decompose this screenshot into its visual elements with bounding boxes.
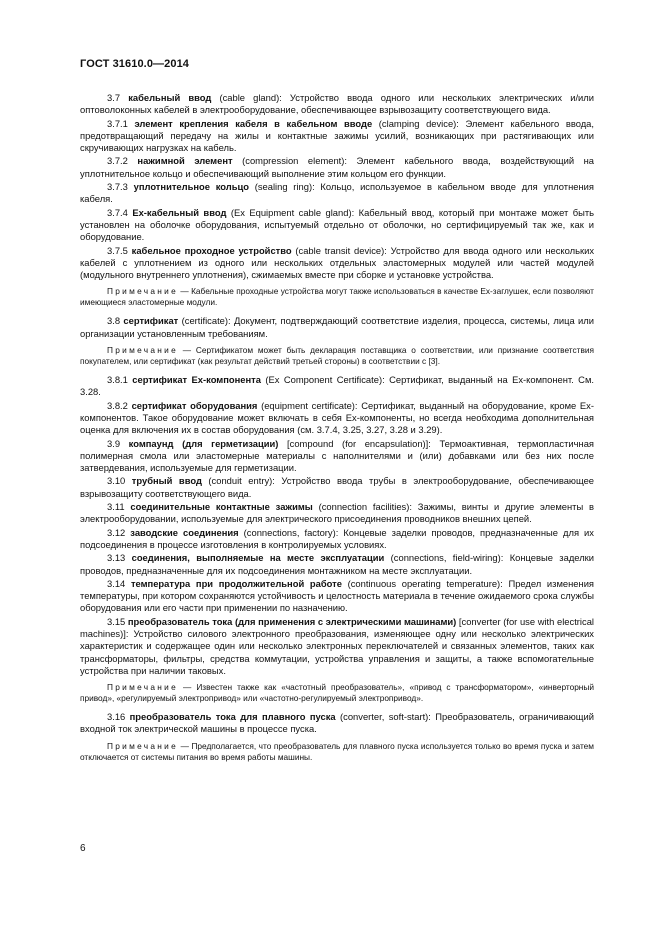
note-label: Примечание <box>107 345 179 356</box>
definition-paragraph <box>80 245 594 282</box>
definition-text: (continuous operating temperature): Предел изменения температуры, при котором сохраняются устойчивость и целостность материала в течение ожидаемого срока службы оборудования или его части при применении по назначению. <box>80 577 595 614</box>
note-text: — Известен также как «частотный преобразователь», «привод с трансформатором», «инверторный привод», «регулируемый электропривод» или «частотно-регулируемый электропривод». <box>80 682 594 704</box>
definition-text: (certificate): Документ, подтверждающий соответствие изделия, процесса, системы, лица или организации установленным требованиям. <box>80 315 595 339</box>
note-label: Примечание <box>107 682 179 693</box>
term: элемент крепления кабеля в кабельном вводе <box>134 117 373 129</box>
term: преобразователь тока для плавного пуска <box>129 711 336 723</box>
definition-text: (conduit entry): Устройство ввода трубы в электрооборудование, обеспечивающее взрывозащиту соответствующего вида. <box>80 475 595 499</box>
note-paragraph <box>80 682 594 704</box>
definition-paragraph <box>80 315 594 340</box>
term: заводские соединения <box>130 526 239 538</box>
note-text: — Предполагается, что преобразователь для плавного пуска используется только во время пуска и затем отключается от системы питания во время работы машины. <box>80 740 594 762</box>
definition-text: (clamping device): Элемент кабельного ввода, предотвращающий передачу на жилы и контактные зажимы усилий, возникающих при растягивающих или скручивающих нагрузках на кабель. <box>80 117 594 154</box>
clause-number: 3.9 <box>107 437 121 449</box>
note-paragraph <box>80 741 594 763</box>
definition-paragraph <box>80 501 594 526</box>
definition-text: (Ex Component Certificate): Сертификат, выданный на Ex-компонент. См. 3.28. <box>80 374 594 398</box>
term: сертификат оборудования <box>131 399 258 411</box>
definition-text: (sealing ring): Кольцо, используемое в кабельном вводе для уплотнения кабеля. <box>80 181 594 205</box>
definition-paragraph <box>80 527 594 552</box>
page-content <box>80 92 594 770</box>
term: соединительные контактные зажимы <box>130 501 313 513</box>
definition-paragraph <box>80 438 594 475</box>
clause-number: 3.7.4 <box>107 206 128 218</box>
page-number: 6 <box>80 843 86 854</box>
note-text: — Сертификатом может быть декларация поставщика о соответствии, или признание соответствия покупателем, или сертификат (как результат действий третьей стороны) в соответствии с [3]. <box>80 345 594 367</box>
definition-paragraph <box>80 400 594 437</box>
definition-text: [compound (for encapsulation)]: Термоактивная, термопластичная полимерная смола или эластомерные материалы с наполнителями и (или) добавками или без них после затвердевания, используемые для герметизации. <box>80 437 594 474</box>
definition-text: (connections, factory): Концевые заделки проводов, предназначенные для их подсоединения в процессе изготовления в контролируемых условиях. <box>80 526 594 550</box>
clause-number: 3.16 <box>107 711 126 723</box>
definition-paragraph <box>80 118 594 155</box>
note-paragraph <box>80 286 594 308</box>
term: соединения, выполняемые на месте эксплуатации <box>131 552 385 564</box>
note-label: Примечание <box>107 740 179 751</box>
clause-number: 3.11 <box>107 501 125 513</box>
term: уплотнительное кольцо <box>133 181 249 193</box>
definition-paragraph <box>80 711 594 736</box>
clause-number: 3.14 <box>107 577 126 589</box>
term: нажимной элемент <box>137 155 233 167</box>
definition-paragraph <box>80 181 594 206</box>
clause-number: 3.7.3 <box>107 181 128 193</box>
clause-number: 3.10 <box>107 475 126 487</box>
definition-text: (connections, field-wiring): Концевые заделки проводов, предназначенные для их подсоединения монтажником на месте эксплуатации. <box>80 552 595 576</box>
term: сертификат <box>123 315 179 327</box>
definition-paragraph <box>80 374 594 399</box>
definition-paragraph <box>80 155 594 180</box>
definition-text: [converter (for use with electrical machines)]: Устройство силового электронного преобразования, изменяющее одну или несколько электрических характеристик и содержащее один или несколько электронных переключателей и связанных элементов, таких как трансформаторы, фильтры, средства коммутации, устройства управления и защиты, а также вспомогательные устройства при наличии таковых. <box>80 615 594 676</box>
definition-text: (cable gland): Устройство ввода одного или нескольких электрических и/или оптоволоконных кабелей в электрооборудование, обеспечивающее взрывозащиту соответствующего вида. <box>80 92 595 116</box>
clause-number: 3.7.1 <box>107 117 128 129</box>
term: сертификат Ex-компонента <box>132 374 261 386</box>
clause-number: 3.7.5 <box>107 244 128 256</box>
page-header-standard-id: ГОСТ 31610.0—2014 <box>80 58 190 70</box>
definition-text: (equipment certificate): Сертификат, выданный на оборудование, кроме Ex-компонентов. Такое оборудование может включать в себя Ex-компоненты, но всегда необходима дополнительная оценка для включения их в состав оборудования (см. 3.7.4, 3.25, 3.27, 3.28 и 3.29). <box>80 399 594 436</box>
term: преобразователь тока (для применения с электрическими машинами) <box>127 615 457 627</box>
clause-number: 3.8.2 <box>107 399 128 411</box>
clause-number: 3.8 <box>107 315 121 327</box>
term: кабельное проходное устройство <box>131 244 292 256</box>
definition-text: (compression element): Элемент кабельного ввода, воздействующий на уплотнительное кольцо и обеспечивающий выполнение этим кольцом его функции. <box>80 155 595 179</box>
note-label: Примечание <box>107 286 179 297</box>
definition-paragraph <box>80 578 594 615</box>
term: компаунд (для герметизации) <box>128 437 279 449</box>
term: трубный ввод <box>131 475 202 487</box>
clause-number: 3.7 <box>107 92 121 103</box>
definition-paragraph <box>80 475 594 500</box>
definition-paragraph <box>80 92 594 117</box>
definition-text: (converter, soft-start): Преобразователь, ограничивающий входной ток электрической машины в процессе пуска. <box>80 711 594 735</box>
clause-number: 3.13 <box>107 552 126 564</box>
definition-paragraph <box>80 616 594 677</box>
term: кабельный ввод <box>128 92 212 103</box>
definition-paragraph <box>80 552 594 577</box>
note-text: — Кабельные проходные устройства могут также использоваться в качестве Ex-заглушек, если позволяют имеющиеся эластомерные модули. <box>80 286 594 308</box>
definition-text: (Ex Equipment cable gland): Кабельный ввод, который при монтаже может быть установлен на оболочке оборудования, испытуемый отдельно от оболочки, но сертифицируемый так же, как и оборудование. <box>80 206 594 243</box>
definition-paragraph <box>80 207 594 244</box>
term: температура при продолжительной работе <box>130 577 342 589</box>
clause-number: 3.12 <box>107 526 126 538</box>
definition-text: (cable transit device): Устройство для ввода одного или нескольких кабелей с уплотнением из одного или нескольких отдельных эластомерных модулей или частей модулей (модульного внутреннего уплотнения), сжимаемых вместе при сборке и установке устройства. <box>80 244 595 281</box>
note-paragraph <box>80 345 594 367</box>
clause-number: 3.15 <box>107 615 126 627</box>
term: Ex-кабельный ввод <box>132 206 227 218</box>
clause-number: 3.7.2 <box>107 155 128 167</box>
definition-text: (connection facilities): Зажимы, винты и другие элементы в электрооборудовании, используемые для электрического присоединения проводников внешних цепей. <box>80 501 594 525</box>
clause-number: 3.8.1 <box>107 374 128 386</box>
